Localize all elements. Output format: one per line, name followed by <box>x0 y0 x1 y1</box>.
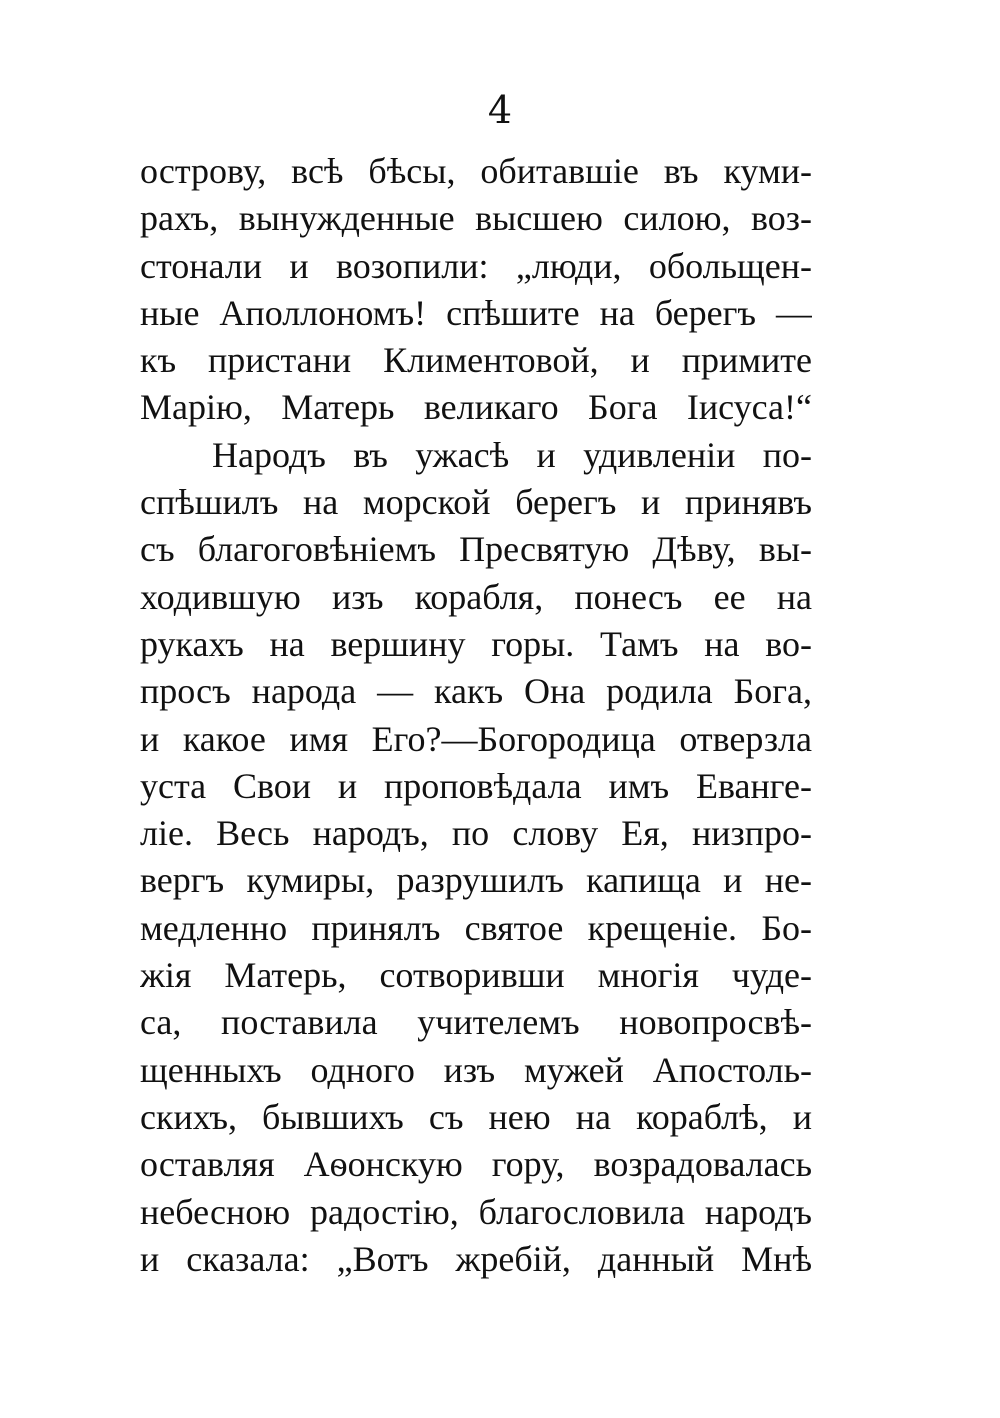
text-line: съ благоговѣніемъ Пресвятую Дѣву, вы- <box>140 529 812 570</box>
text-line: оставляя Аѳонскую гору, возрадовалась <box>140 1144 812 1185</box>
text-line: Марію, Матерь великаго Бога Іисуса!“ <box>140 387 812 428</box>
text-line: и сказала: „Вотъ жребій, данный Мнѣ <box>140 1238 812 1279</box>
text-line: скихъ, бывшихъ съ нею на кораблѣ, и <box>140 1096 812 1137</box>
text-line: ные Аполлономъ! спѣшите на берегъ — <box>140 292 812 333</box>
text-line: рукахъ на вершину горы. Тамъ на во- <box>140 623 812 664</box>
text-line: щенныхъ одного изъ мужей Апостоль- <box>140 1049 812 1090</box>
text-line: жія Матерь, сотворивши многія чуде- <box>140 955 812 996</box>
text-line: спѣшилъ на морской берегъ и принявъ <box>140 482 812 523</box>
text-line: рахъ, вынужденные высшею силою, воз- <box>140 198 812 239</box>
text-line: Народъ въ ужасѣ и удивленіи по- <box>212 434 812 475</box>
text-line: небесною радостію, благословила народъ <box>140 1191 812 1232</box>
text-line: уста Свои и проповѣдала имъ Еванге- <box>140 765 812 806</box>
text-line: вергъ кумиры, разрушилъ капища и не- <box>140 860 812 901</box>
text-line: острову, всѣ бѣсы, обитавшіе въ куми- <box>140 151 812 191</box>
text-line: ходившую изъ корабля, понесъ ее на <box>140 576 812 617</box>
body-text <box>140 148 812 1283</box>
text-line: медленно принялъ святое крещеніе. Бо- <box>140 907 812 948</box>
text-line: ліе. Весь народъ, по слову Ея, низпро- <box>140 813 812 854</box>
text-line: и какое имя Его?—Богородица отверзла <box>140 718 812 759</box>
text-line: стонали и возопили: „люди, обольщен- <box>140 245 812 286</box>
page-number: 4 <box>487 88 513 132</box>
text-line: просъ народа — какъ Она родила Бога, <box>140 671 812 712</box>
text-line: къ пристани Климентовой, и примите <box>140 340 812 381</box>
text-line: са, поставила учителемъ новопросвѣ- <box>140 1002 812 1043</box>
